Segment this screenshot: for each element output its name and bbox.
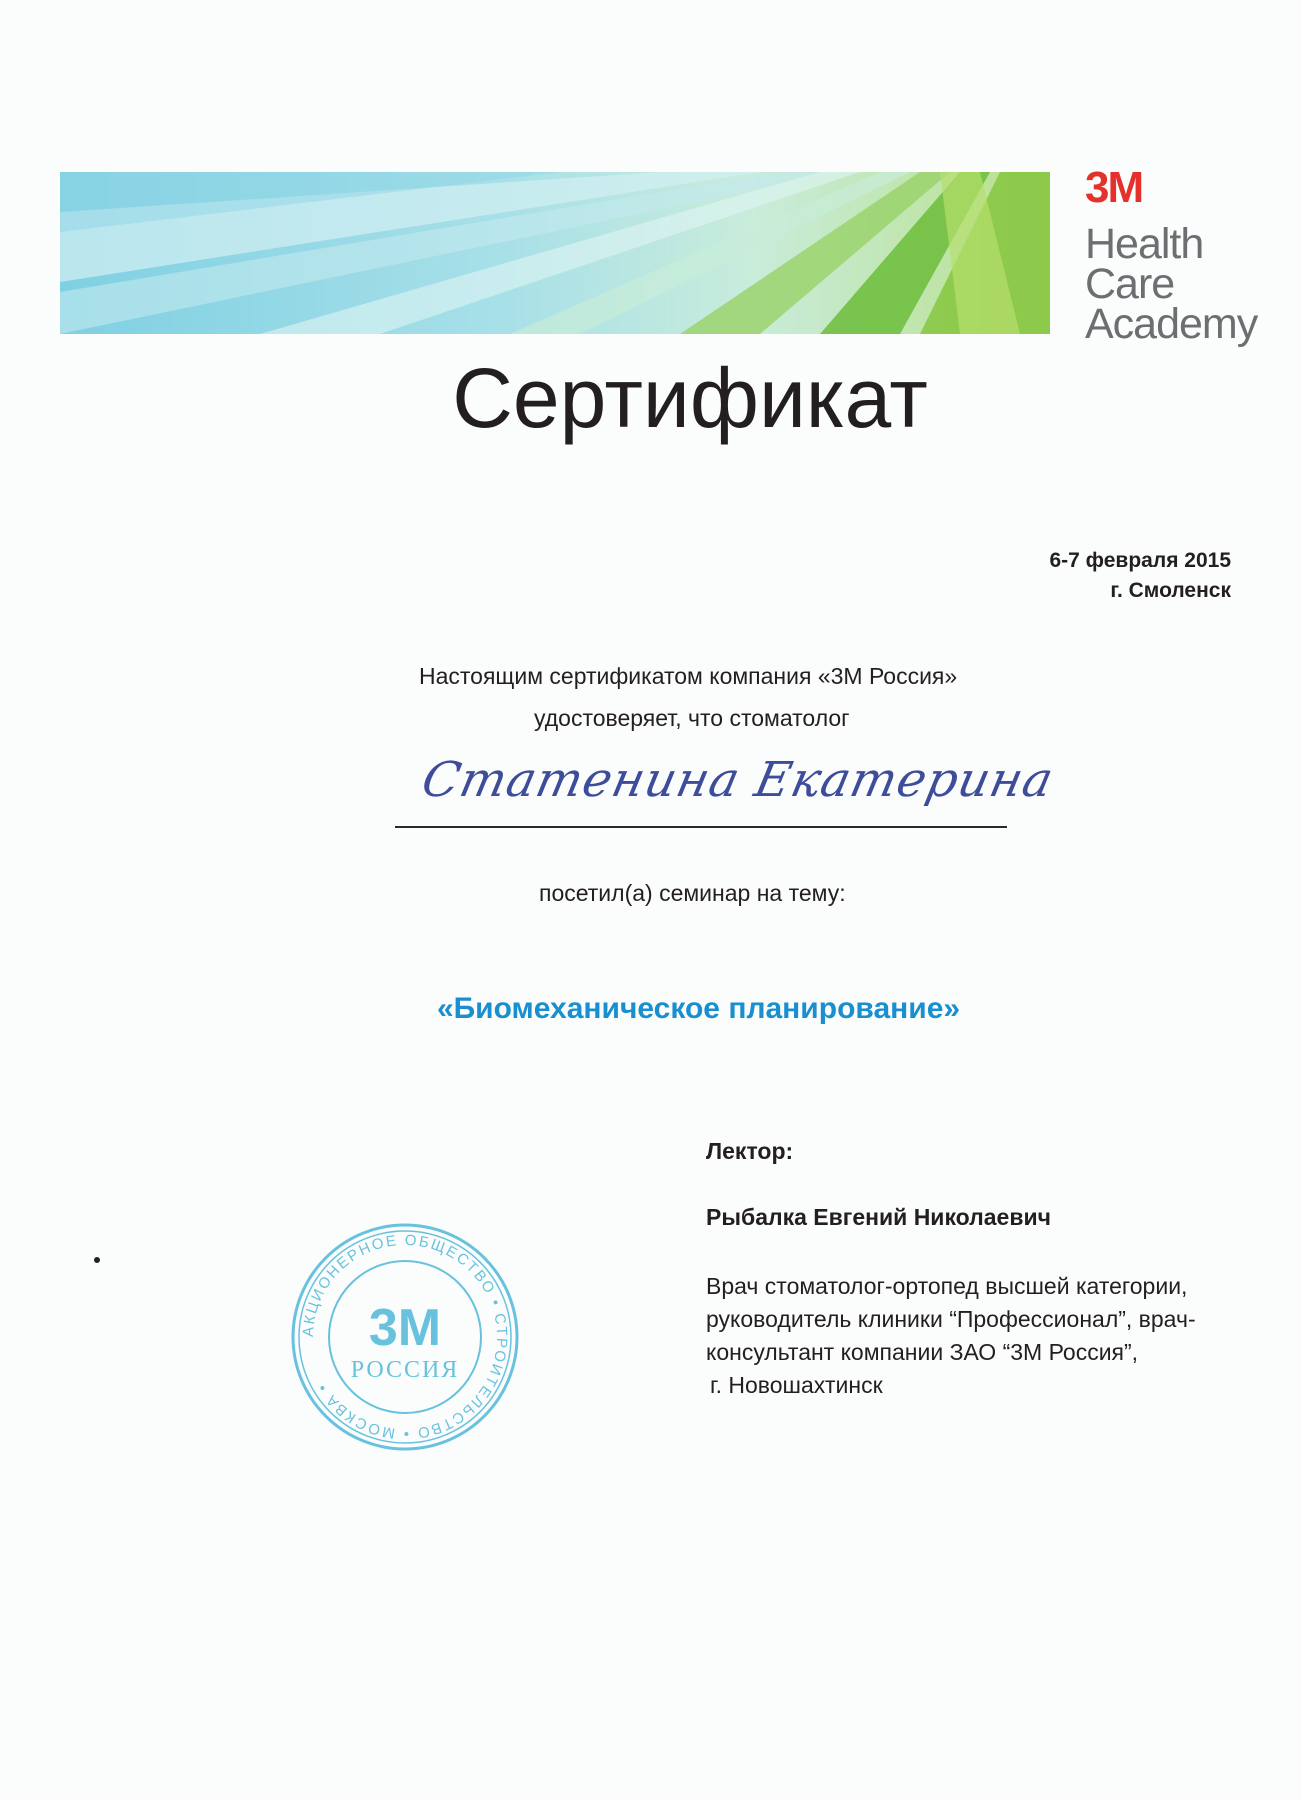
certificate-title: Сертификат	[452, 351, 928, 445]
brand-line-academy: Academy	[1085, 300, 1258, 348]
recipient-underline	[395, 826, 1007, 828]
header-banner	[60, 172, 1050, 334]
scan-dot	[94, 1257, 100, 1263]
recipient-handwritten-name: Статенина Екатерина	[417, 752, 1059, 808]
certificate-date: 6-7 февраля 2015	[1049, 549, 1231, 572]
brand-line-care: Care	[1085, 260, 1175, 308]
certificate-city: г. Смоленск	[1110, 579, 1231, 602]
recipient-name-field	[395, 748, 1059, 828]
lector-desc-line-2: руководитель клиники “Профессионал”, врач-	[706, 1306, 1196, 1332]
lector-description	[706, 1270, 1196, 1402]
intro-line-1: Настоящим сертификатом компания «3М Россия»	[419, 663, 958, 689]
brand-line-health: Health	[1085, 220, 1204, 268]
lector-desc-line-3: консультант компании ЗАО “3М Россия”,	[706, 1339, 1139, 1365]
company-stamp	[285, 1217, 525, 1457]
lector-desc-line-1: Врач стоматолог-ортопед высшей категории,	[706, 1273, 1188, 1299]
seminar-topic: «Биомеханическое планирование»	[436, 992, 961, 1025]
lector-label: Лектор:	[706, 1138, 794, 1164]
stamp-logo: 3M	[368, 1299, 442, 1357]
intro-line-2: удостоверяет, что стоматолог	[534, 705, 850, 731]
lector-name: Рыбалка Евгений Николаевич	[706, 1204, 1051, 1230]
attended-label: посетил(а) семинар на тему:	[539, 880, 846, 906]
stamp-ring-text: АКЦИОНЕРНОЕ ОБЩЕСТВО • СТРОИТЕЛЬСТВО • МОСКВА •	[299, 1231, 511, 1443]
brand-block	[1085, 163, 1285, 348]
date-location-block	[1049, 546, 1231, 606]
lector-desc-line-4: г. Новошахтинск	[710, 1372, 883, 1398]
stamp-center-text: РОССИЯ	[350, 1357, 460, 1383]
brand-logo-3m: 3M	[1085, 163, 1143, 212]
